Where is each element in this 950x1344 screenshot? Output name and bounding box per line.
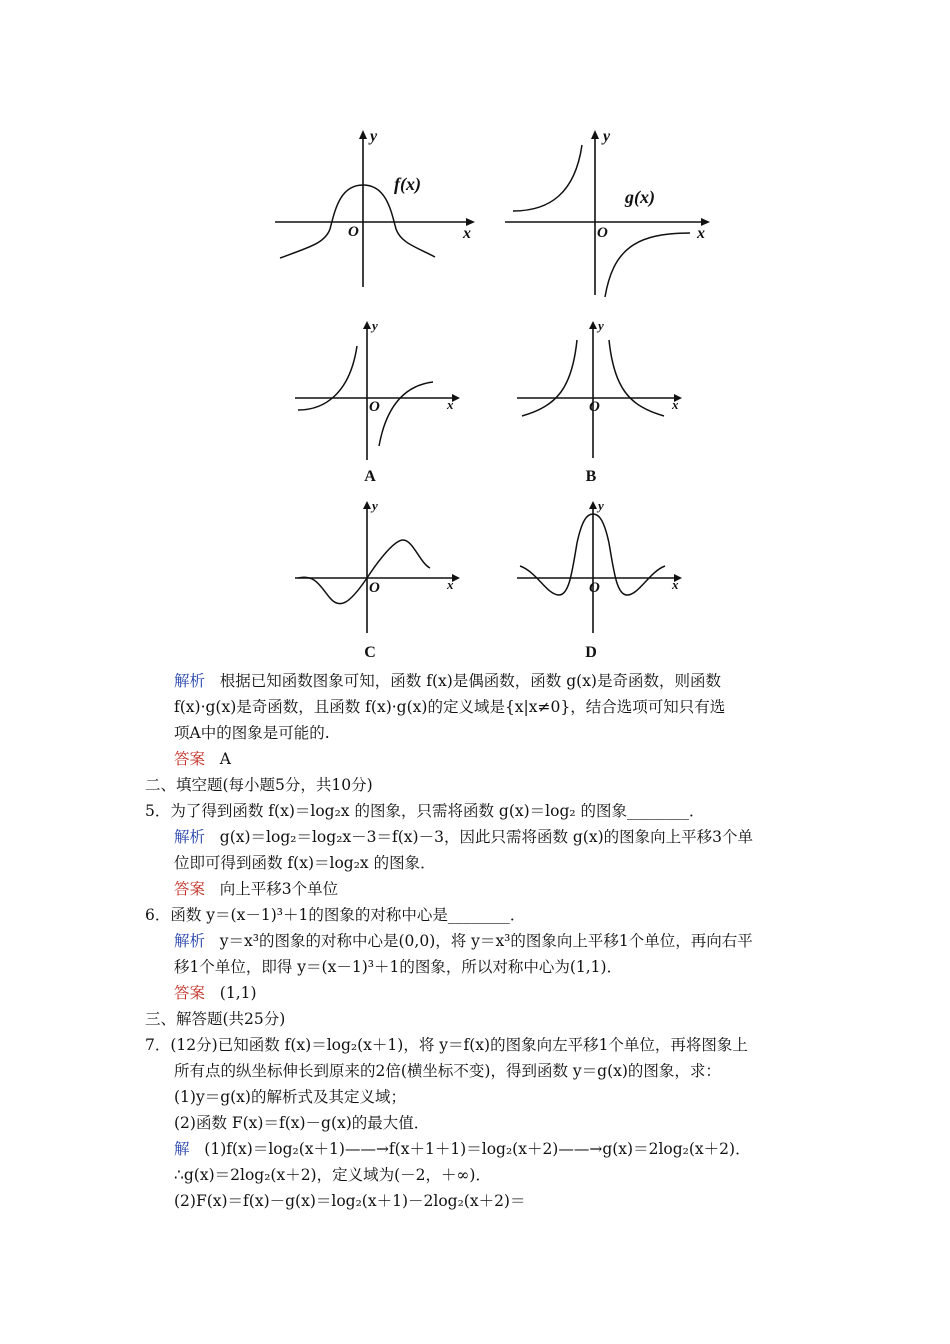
section2-title: 二、填空题(每小题5分，共10分) bbox=[145, 776, 373, 794]
q4-answer: 答案 A bbox=[174, 750, 231, 768]
q4-analysis-tag: 解析 bbox=[174, 672, 206, 690]
graph-option-a bbox=[295, 318, 465, 463]
q4-answer-tag: 答案 bbox=[174, 750, 206, 768]
q6-analysis-line1: 解析 y＝x³的图象的对称中心是(0,0)，将 y＝x³的图象向上平移1个单位，再向右平 bbox=[174, 932, 753, 950]
curve-g-left bbox=[513, 145, 582, 211]
option-d-label: D bbox=[585, 644, 597, 661]
graph-f bbox=[270, 125, 485, 295]
x-axis-label: x bbox=[697, 225, 705, 242]
svg-text:O: O bbox=[369, 580, 380, 596]
svg-text:y: y bbox=[372, 318, 378, 333]
curve-g-right bbox=[605, 233, 690, 297]
origin-label: O bbox=[597, 225, 608, 241]
q4-analysis-line3: 项A中的图象是可能的. bbox=[174, 724, 330, 742]
svg-text:y: y bbox=[598, 498, 604, 513]
q5-answer-tag: 答案 bbox=[174, 880, 206, 898]
q5-analysis-line2: 位即可得到函数 f(x)＝log₂x 的图象． bbox=[174, 854, 436, 872]
svg-text:x: x bbox=[447, 577, 454, 592]
origin-label: O bbox=[348, 224, 359, 240]
graph-option-b bbox=[517, 318, 687, 463]
q7-solution-line2: ∴g(x)＝2log₂(x＋2)，定义域为(－2，＋∞)． bbox=[174, 1166, 491, 1184]
svg-text:x: x bbox=[672, 577, 679, 592]
q6-analysis-tag: 解析 bbox=[174, 932, 206, 950]
graph-option-d bbox=[517, 498, 687, 638]
svg-text:y: y bbox=[598, 318, 604, 333]
q7-part2: (2)函数 F(x)＝f(x)－g(x)的最大值． bbox=[174, 1114, 430, 1132]
q7-solution-line1: 解 (1)f(x)＝log₂(x＋1)——→f(x＋1＋1)＝log₂(x＋2)——→g(x)＝2log₂(x＋2)． bbox=[174, 1140, 751, 1158]
q6-answer: 答案 (1,1) bbox=[174, 984, 257, 1002]
q6-analysis-line2: 移1个单位，即得 y＝(x－1)³＋1的图象，所以对称中心为(1,1)． bbox=[174, 958, 623, 976]
option-b-label: B bbox=[585, 468, 597, 485]
q4-analysis-line1: 解析 根据已知函数图象可知，函数 f(x)是偶函数，函数 g(x)是奇函数，则函数 bbox=[174, 672, 721, 690]
svg-text:O: O bbox=[369, 399, 380, 415]
q6-stem: 6．函数 y＝(x－1)³＋1的图象的对称中心是________． bbox=[145, 906, 526, 924]
q7-solution-line3: (2)F(x)＝f(x)－g(x)＝log₂(x＋1)－2log₂(x＋2)＝ bbox=[174, 1192, 526, 1210]
y-axis-label: y bbox=[603, 128, 611, 145]
graph-g bbox=[505, 125, 720, 300]
g-label: g(x) bbox=[625, 187, 655, 207]
svg-text:y: y bbox=[372, 498, 378, 513]
section3-title: 三、解答题(共25分) bbox=[145, 1010, 286, 1028]
q7-stem-line1: 7．(12分)已知函数 f(x)＝log₂(x＋1)，将 y＝f(x)的图象向左平移1个单位，再将图象上 bbox=[145, 1036, 748, 1054]
svg-text:x: x bbox=[447, 397, 454, 412]
f-label: f(x) bbox=[394, 174, 421, 194]
svg-text:x: x bbox=[672, 397, 679, 412]
option-c-label: C bbox=[364, 644, 376, 661]
q7-part1: (1)y＝g(x)的解析式及其定义域； bbox=[174, 1088, 406, 1106]
q4-analysis-line2: f(x)·g(x)是奇函数，且函数 f(x)·g(x)的定义域是{x|x≠0}，结合选项可知只有选 bbox=[174, 698, 726, 716]
q7-solution-tag: 解 bbox=[174, 1140, 190, 1158]
q6-answer-tag: 答案 bbox=[174, 984, 206, 1002]
graph-option-c bbox=[295, 498, 465, 638]
svg-text:O: O bbox=[589, 580, 600, 596]
q5-stem: 5．为了得到函数 f(x)＝log₂x 的图象，只需将函数 g(x)＝log₂ 的图象________． bbox=[145, 802, 705, 820]
x-axis-label: x bbox=[463, 225, 471, 242]
y-axis-label: y bbox=[370, 128, 378, 145]
q5-analysis-line1: 解析 g(x)＝log₂＝log₂x－3＝f(x)－3，因此只需将函数 g(x)的图象向上平移3个单 bbox=[174, 828, 753, 846]
q7-stem-line2: 所有点的纵坐标伸长到原来的2倍(横坐标不变)，得到函数 y＝g(x)的图象，求： bbox=[174, 1062, 721, 1080]
q5-analysis-tag: 解析 bbox=[174, 828, 206, 846]
svg-text:O: O bbox=[589, 399, 600, 415]
q5-answer: 答案 向上平移3个单位 bbox=[174, 880, 339, 898]
option-a-label: A bbox=[364, 468, 376, 485]
